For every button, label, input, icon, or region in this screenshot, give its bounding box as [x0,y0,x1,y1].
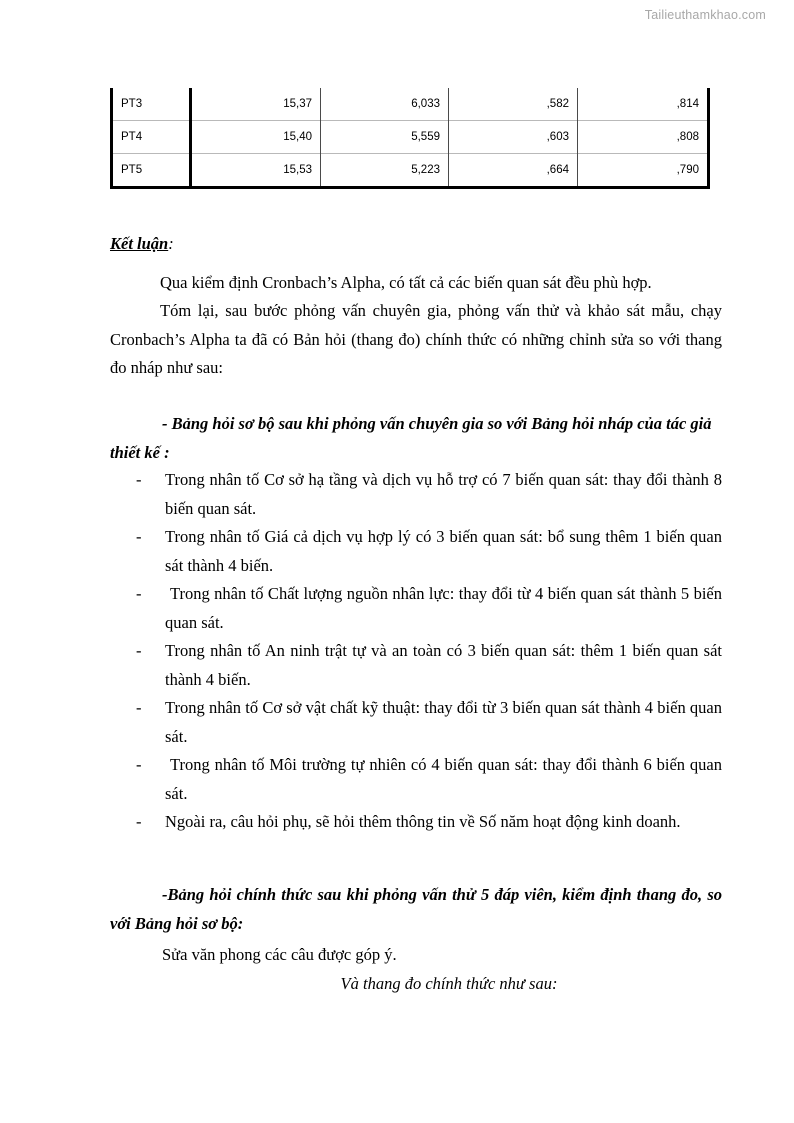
section-1-heading: - Bảng hỏi sơ bộ sau khi phỏng vấn chuyên gia so với Bảng hỏi nháp của tác giả thiết kế : [110,414,712,462]
table-cell-scale-variance: 5,223 [321,154,449,188]
table-cell-alpha-if-deleted: ,814 [578,88,709,121]
table-cell-scale-variance: 5,559 [321,121,449,154]
watermark-tailieuthamkhao: Tailieuthamkhao.com [644,8,766,22]
table-cell-scale-variance: 6,033 [321,88,449,121]
table-cell-scale-mean: 15,53 [191,154,321,188]
list-item [110,751,722,808]
list-item-text: Trong nhân tố An ninh trật tự và an toàn có 3 biến quan sát: thêm 1 biến quan sát thành 4 biến. [165,641,722,689]
table-cell-item-label: PT3 [112,88,191,121]
conclusion-heading-colon: : [168,234,174,253]
list-item [110,466,722,523]
table-cell-item-label: PT4 [112,121,191,154]
table-cell-item-total-correlation: ,582 [449,88,578,121]
list-item-text: Trong nhân tố Chất lượng nguồn nhân lực: thay đổi từ 4 biến quan sát thành 5 biến quan sát. [165,584,722,632]
list-item [110,580,722,637]
list-bullet-dash: - [136,698,142,717]
table-cell-alpha-if-deleted: ,808 [578,121,709,154]
conclusion-paragraph-2: Tóm lại, sau bước phỏng vấn chuyên gia, phỏng vấn thử và khảo sát mẫu, chạy Cronbach’s Alpha ta đã có Bản hỏi (thang đo) chính thức có những chỉnh sửa so với thang đo nháp như sau: [110,301,722,377]
section-2-heading: -Bảng hỏi chính thức sau khi phỏng vấn thử 5 đáp viên, kiểm định thang đo, so với Bảng hỏi sơ bộ: [110,885,722,933]
list-bullet-dash: - [136,584,142,603]
list-item [110,694,722,751]
table-cell-alpha-if-deleted: ,790 [578,154,709,188]
stats-table-body [112,88,709,188]
list-item [110,523,722,580]
table-cell-scale-mean: 15,37 [191,88,321,121]
table-cell-item-total-correlation: ,603 [449,121,578,154]
section-2-closing-line: Và thang đo chính thức như sau: [340,974,558,993]
table-cell-item-label: PT5 [112,154,191,188]
list-bullet-dash: - [136,527,142,546]
conclusion-heading [110,234,174,254]
table-row [112,154,709,188]
table-cell-item-total-correlation: ,664 [449,154,578,188]
table-row [112,121,709,154]
section-1-list [110,466,722,837]
list-item [110,808,722,837]
list-bullet-dash: - [136,641,142,660]
list-item-text: Ngoài ra, câu hỏi phụ, sẽ hỏi thêm thông tin về Số năm hoạt động kinh doanh. [165,812,681,831]
item-total-statistics-table [110,88,699,189]
list-item [110,637,722,694]
conclusion-heading-label: Kết luận [110,234,169,253]
section-2-paragraph: Sửa văn phong các câu được góp ý. [162,945,397,964]
stats-table [110,88,710,189]
list-item-text: Trong nhân tố Giá cả dịch vụ hợp lý có 3 biến quan sát: bổ sung thêm 1 biến quan sát thành 4 biến. [165,527,722,575]
list-item-text: Trong nhân tố Cơ sở vật chất kỹ thuật: thay đổi từ 3 biến quan sát thành 4 biến quan sát. [165,698,722,746]
list-bullet-dash: - [136,470,142,489]
list-item-text: Trong nhân tố Môi trường tự nhiên có 4 biến quan sát: thay đổi thành 6 biến quan sát. [165,755,722,803]
list-bullet-dash: - [136,812,142,831]
list-item-text: Trong nhân tố Cơ sở hạ tầng và dịch vụ hỗ trợ có 7 biến quan sát: thay đổi thành 8 biến quan sát. [165,470,722,518]
table-cell-scale-mean: 15,40 [191,121,321,154]
conclusion-paragraph-1: Qua kiểm định Cronbach’s Alpha, có tất cả các biến quan sát đều phù hợp. [160,273,652,292]
list-bullet-dash: - [136,755,142,774]
table-row [112,88,709,121]
